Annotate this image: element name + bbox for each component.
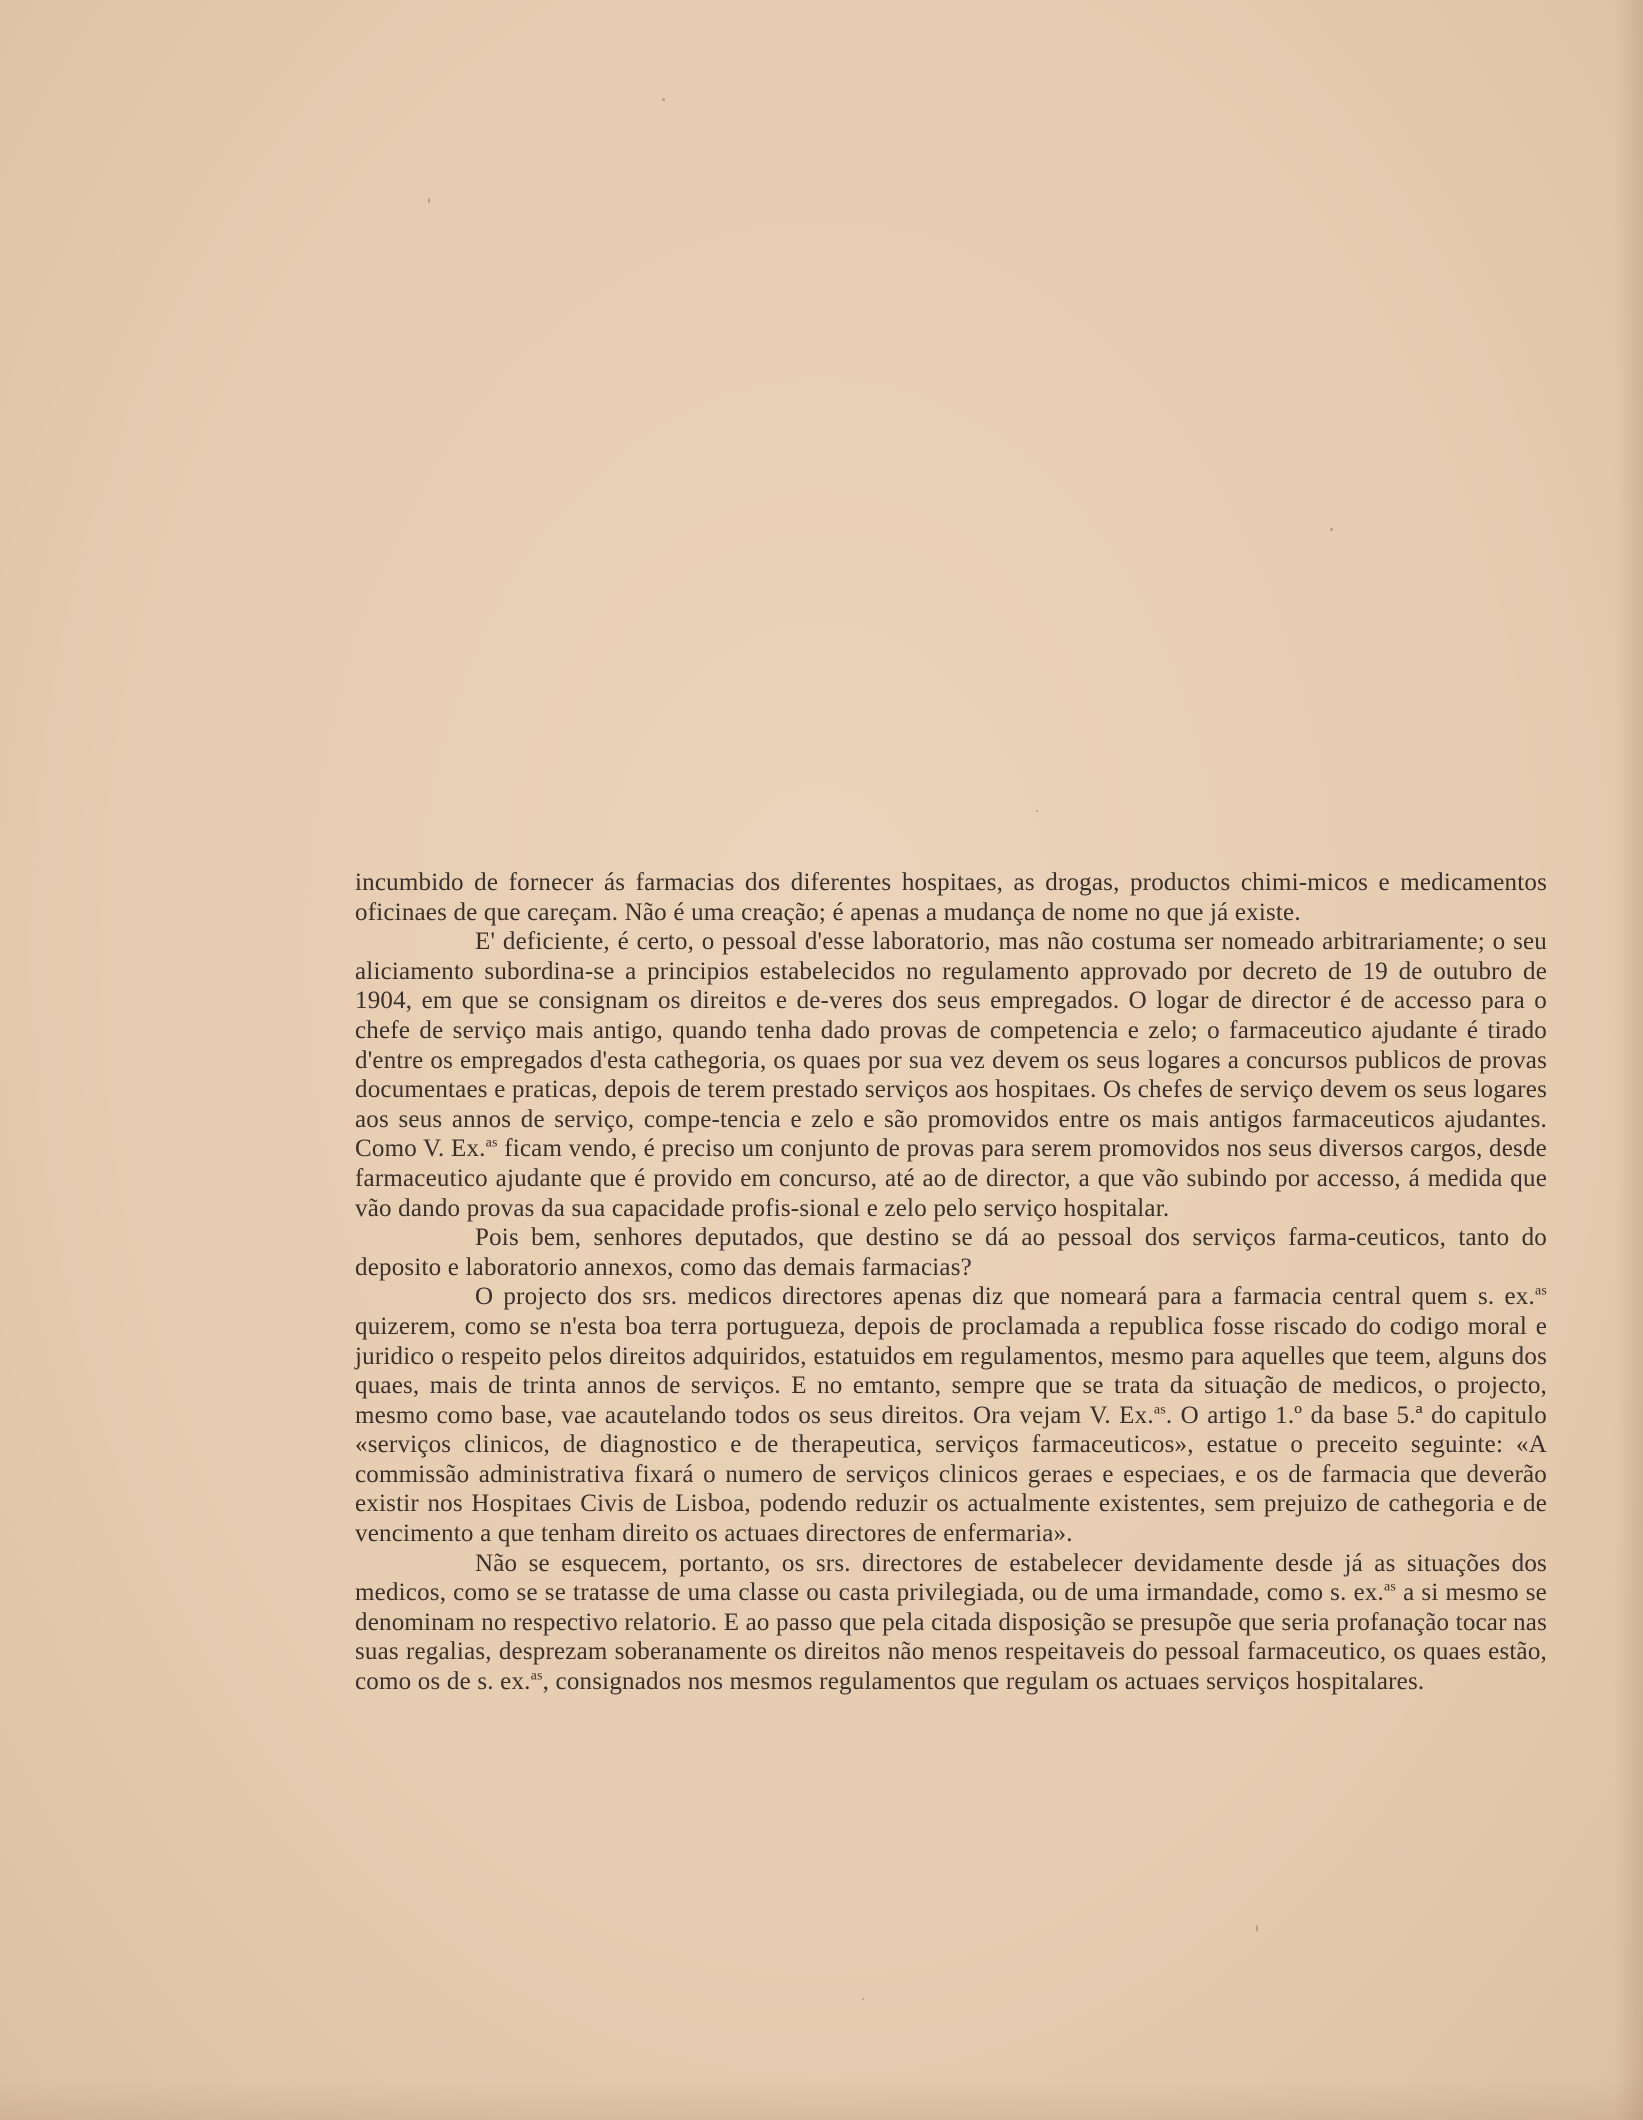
paragraph-text: Pois bem, senhores deputados, que destino se dá ao pessoal dos serviços farma-ceuticos, tanto do deposito e laboratorio annexos, como das demais farmacias?: [355, 1224, 1547, 1281]
superscript-abbrev: as: [1153, 1402, 1166, 1418]
paragraph-text: a si mesmo se denominam no respectivo relatorio. E ao passo que pela citada disposição se presupõe que seria profanação tocar nas suas regalias, desprezam soberanamente os direitos não menos respeitaveis do pessoal farmaceutico, os quaes estão, como os de s. ex.: [355, 1579, 1548, 1696]
superscript-abbrev: as: [530, 1668, 543, 1684]
paragraph-text: . O artigo 1.º da base 5.ª do capitulo «serviços clinicos, de diagnostico e de therapeutica, serviços farmaceuticos», estatue o preceito seguinte: «A commissão administrativa fixará o numero de serviços clinicos geraes e especiaes, e os de farmacia que deverão existir nos Hospitaes Civis de Lisboa, podendo reduzir os actualmente existentes, sem prejuizo de cathegoria e de vencimento a que tenham direito os actuaes directores de enfermaria».: [355, 1401, 1547, 1548]
paragraph: [355, 1549, 1547, 1697]
paragraph: [355, 927, 1547, 1223]
paper-speck: [428, 198, 430, 203]
paper-speck: [1036, 810, 1038, 812]
document-body: [355, 868, 1547, 1697]
paragraph-text: Não se esquecem, portanto, os srs. directores de estabelecer devidamente desde já as situações dos medicos, como se se tratasse de uma classe ou casta privilegiada, ou de uma irmandade, como s. ex.: [355, 1549, 1547, 1607]
paper-speck: [662, 98, 665, 101]
paragraph-text: , consignados nos mesmos regulamentos que regulam os actuaes serviços hospitalares.: [542, 1668, 1425, 1696]
paragraph-text: O projecto dos srs. medicos directores apenas diz que nomeará para a farmacia central quem s. ex.: [475, 1283, 1535, 1311]
paragraph-text: quizerem, como se n'esta boa terra portugueza, depois de proclamada a republica fosse riscado do codigo moral e juridico o respeito pelos direitos adquiridos, estatuidos em regulamentos, mesmo para aquelles que teem, alguns dos quaes, mais de trinta annos de serviços. E no emtanto, sempre que se trata da situação de medicos, o projecto, mesmo como base, vae acautelando todos os seus direitos. Ora vejam V. Ex.: [355, 1312, 1547, 1429]
paragraph-text: E' deficiente, é certo, o pessoal d'esse laboratorio, mas não costuma ser nomeado arbitrariamente; o seu aliciamento subordina-se a principios estabelecidos no regulamento approvado por decreto de 19 de outubro de 1904, em que se consignam os direitos e de-veres dos seus empregados. O logar de director é de accesso para o chefe de serviço mais antigo, quando tenha dado provas de competencia e zelo; o farmaceutico ajudante é tirado d'entre os empregados d'esta cathegoria, os quaes por sua vez devem os seus logares a concursos publicos de provas documentaes e praticas, depois de terem prestado serviços aos hospitaes. Os chefes de serviço devem os seus logares aos seus annos de serviço, compe-tencia e zelo e são promovidos entre os mais antigos farmaceuticos ajudantes. Como V. Ex.: [355, 928, 1547, 1163]
paragraph-text: ficam vendo, é preciso um conjunto de provas para serem promovidos nos seus diversos cargos, desde farmaceutico ajudante que é provido em concurso, até ao de director, a que vão subindo por accesso, á medida que vão dando provas da sua capacidade profis-sional e zelo pelo serviço hospitalar.: [355, 1135, 1547, 1222]
paper-speck: [1256, 1925, 1258, 1932]
paragraph: [355, 1282, 1547, 1548]
paragraph-text: incumbido de fornecer ás farmacias dos diferentes hospitaes, as drogas, productos chimi-micos e medicamentos oficinaes de que careçam. Não é uma creação; é apenas a mudança de nome no que já existe.: [355, 869, 1547, 926]
paragraph: [355, 868, 1547, 927]
paragraph: [355, 1223, 1547, 1282]
superscript-abbrev: as: [1534, 1283, 1547, 1299]
paper-speck: [862, 1998, 864, 2000]
superscript-abbrev: as: [485, 1136, 498, 1152]
page-edge-shadow: [1615, 0, 1643, 2120]
superscript-abbrev: as: [1384, 1579, 1397, 1595]
page-bottom-shadow: [0, 2080, 1643, 2120]
paper-speck: [1330, 528, 1333, 531]
